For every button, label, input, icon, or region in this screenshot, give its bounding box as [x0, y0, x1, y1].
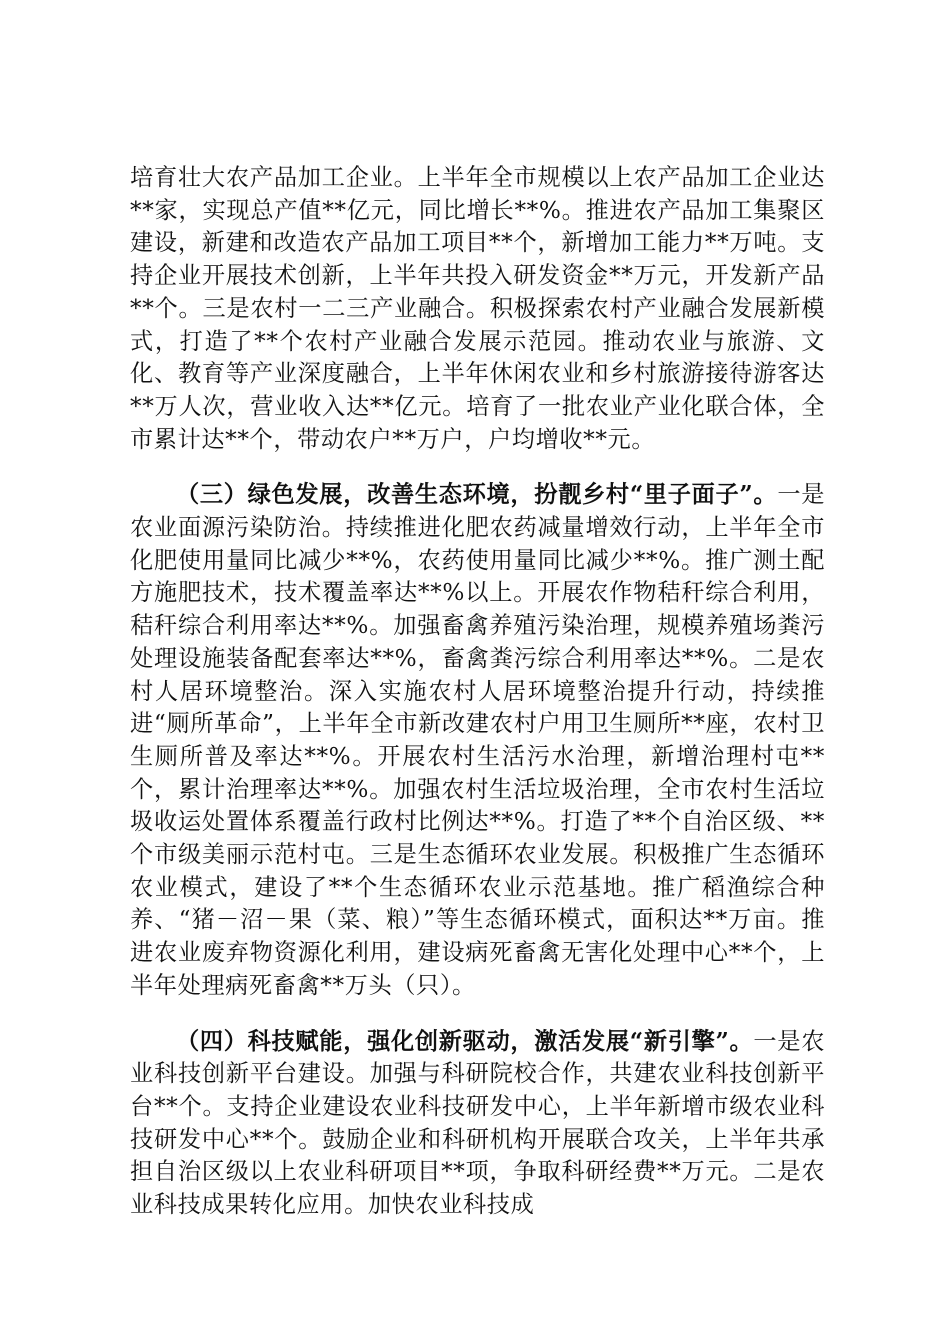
section-heading-green-development: （三）绿色发展，改善生态环境，扮靓乡村“里子面子”。 [176, 481, 778, 509]
paragraph-green-development [130, 479, 825, 1002]
section-heading-tech-innovation: （四）科技赋能，强化创新驱动，激活发展“新引擎”。 [176, 1027, 754, 1055]
document-page [130, 162, 825, 1222]
section-body-tech-innovation: 一是农业科技创新平台建设。加强与科研院校合作，共建农业科技创新平台**个。支持企业建设农业科技研发中心，上半年新增市级农业科技研发中心**个。鼓励企业和科研机构开展联合攻关，上半年共承担自治区级以上农业科研项目**项，争取科研经费**万元。二是农业科技成果转化应用。加快农业科技成 [130, 1027, 825, 1219]
paragraph-tech-innovation [130, 1026, 825, 1222]
paragraph-agro-processing: 培育壮大农产品加工企业。上半年全市规模以上农产品加工企业达**家，实现总产值**亿元，同比增长**%。推进农产品加工集聚区建设，新建和改造农产品加工项目**个，新增加工能力**万吨。支持企业开展技术创新，上半年共投入研发资金**万元，开发新产品**个。三是农村一二三产业融合。积极探索农村产业融合发展新模式，打造了**个农村产业融合发展示范园。推动农业与旅游、文化、教育等产业深度融合，上半年休闲农业和乡村旅游接待游客达**万人次，营业收入达**亿元。培育了一批农业产业化联合体，全市累计达**个，带动农户**万户，户均增收**元。 [130, 164, 825, 453]
section-body-green-development: 一是农业面源污染防治。持续推进化肥农药减量增效行动，上半年全市化肥使用量同比减少**%，农药使用量同比减少**%。推广测土配方施肥技术，技术覆盖率达**%以上。开展农作物秸秆综合利用，秸秆综合利用率达**%。加强畜禽养殖污染治理，规模养殖场粪污处理设施装备配套率达**%，畜禽粪污综合利用率达**%。二是农村人居环境整治。深入实施农村人居环境整治提升行动，持续推进“厕所革命”，上半年全市新改建农村户用卫生厕所**座，农村卫生厕所普及率达**%。开展农村生活污水治理，新增治理村屯**个，累计治理率达**%。加强农村生活垃圾治理，全市农村生活垃圾收运处置体系覆盖行政村比例达**%。打造了**个自治区级、**个市级美丽示范村屯。三是生态循环农业发展。积极推广生态循环农业模式，建设了**个生态循环农业示范基地。推广稻渔综合种养、“猪－沼－果（菜、粮）”等生态循环模式，面积达**万亩。推进农业废弃物资源化利用，建设病死畜禽无害化处理中心**个，上半年处理病死畜禽**万头（只）。 [130, 481, 826, 999]
